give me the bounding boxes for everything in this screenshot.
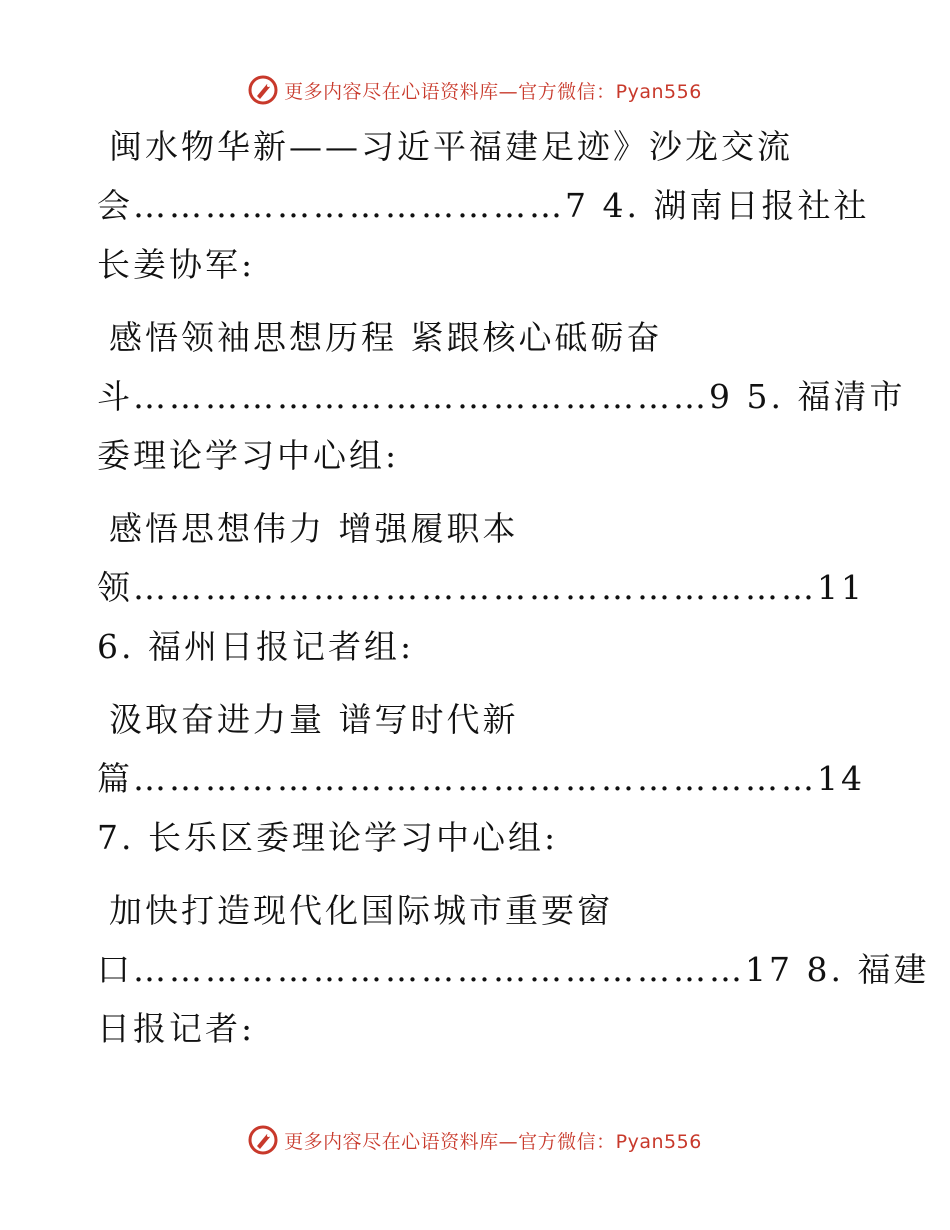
watermark-text: 更多内容尽在心语资料库—官方微信：Pyan556 xyxy=(284,1130,702,1153)
toc-line: 领…………………………………………………11 xyxy=(97,568,865,607)
toc-line: 汲取奋进力量 谱写时代新 xyxy=(109,700,519,739)
watermark-text: 更多内容尽在心语资料库—官方微信：Pyan556 xyxy=(284,80,702,103)
toc-line: 加快打造现代化国际城市重要窗 xyxy=(109,891,613,930)
toc-line: 6. 福州日报记者组: xyxy=(97,627,415,666)
toc-line: 会………………………………7 4. 湖南日报社社 xyxy=(97,186,870,225)
toc-line: 委理论学习中心组: xyxy=(97,436,400,475)
toc-line: 7. 长乐区委理论学习中心组: xyxy=(97,818,559,857)
toc-line: 斗…………………………………………9 5. 福清市 xyxy=(97,377,906,416)
toc-line: 长姜协军: xyxy=(97,245,256,284)
toc-line: 感悟领袖思想历程 紧跟核心砥砺奋 xyxy=(109,318,663,357)
pen-nib-icon xyxy=(248,1125,278,1155)
toc-line: 日报记者: xyxy=(97,1009,256,1048)
header-watermark xyxy=(0,70,950,110)
toc-line: 口……………………………………………17 8. 福建 xyxy=(97,950,930,989)
toc-line: 篇…………………………………………………14 xyxy=(97,759,865,798)
toc-line: 闽水物华新——习近平福建足迹》沙龙交流 xyxy=(109,127,793,166)
toc-line: 感悟思想伟力 增强履职本 xyxy=(109,509,519,548)
pen-nib-icon xyxy=(248,75,278,105)
footer-watermark xyxy=(0,1120,950,1160)
